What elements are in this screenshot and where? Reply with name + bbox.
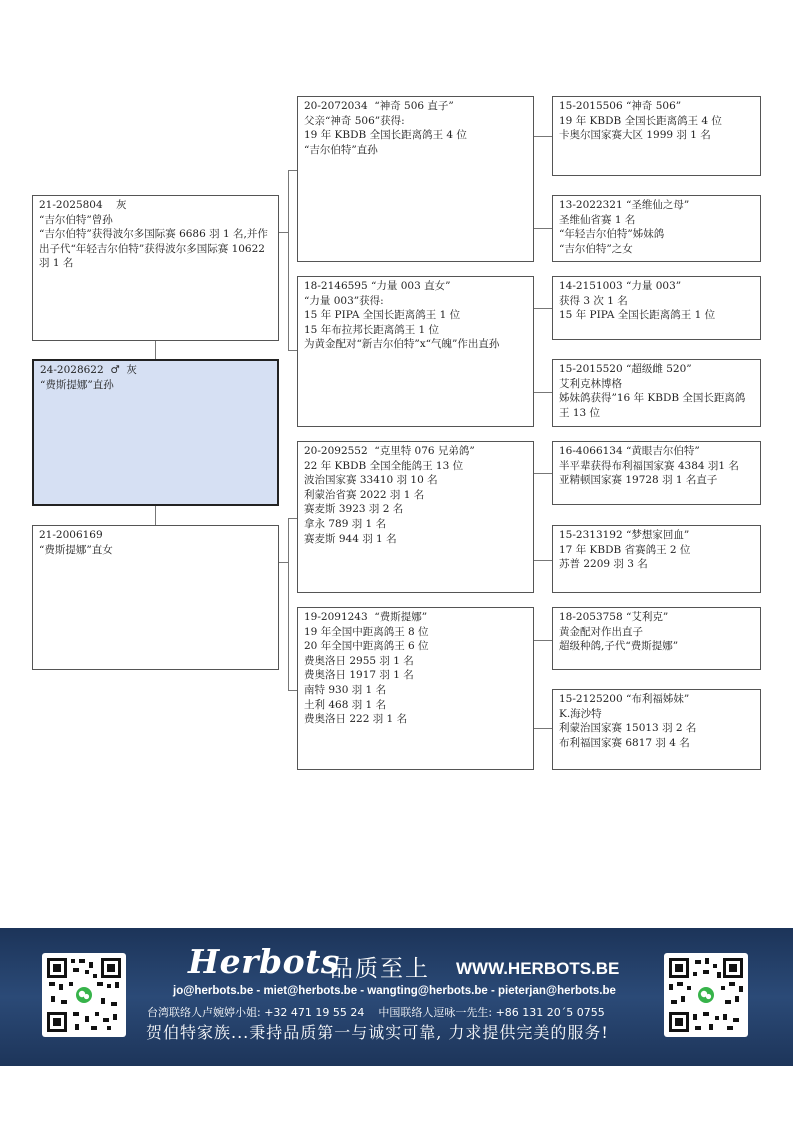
card-line: 拿永 789 羽 1 名 [304,517,387,530]
footer-slogan: 贺伯特家族...秉持品质第一与诚实可靠, 力求提供完美的服务! [146,1023,609,1042]
card-line: 19 年 KBDB 全国长距离鸽王 4 位 [304,129,467,142]
connector-line [533,228,552,229]
connector-line [533,392,552,393]
card-line: 21-2025804 灰 [39,199,127,211]
dam-dam-card [297,607,534,770]
card-line: 16-4066134 “黄眼吉尔伯特” [559,445,700,457]
gen4-card [552,525,761,593]
gen4-card [552,195,761,262]
card-line: 利蒙治省赛 2022 羽 1 名 [304,488,425,501]
card-line: “费斯提娜”直孙 [40,378,114,391]
qr-code-right[interactable] [664,953,748,1037]
card-line: 14-2151003 “力量 003” [559,280,682,292]
card-line: 获得 3 次 1 名 [559,294,628,307]
connector-line [533,136,552,137]
card-line: 24-2028622 ♂ 灰 [40,364,137,376]
card-line: 赛麦斯 3923 羽 2 名 [304,503,404,516]
card-line: 20-2092552 “克里特 076 兄弟鸽” [304,445,475,457]
card-line: 18-2053758 “艾利克” [559,611,669,623]
card-line: “吉尔伯特”之女 [559,242,633,255]
email-list[interactable]: jo@herbots.be - miet@herbots.be - wangting@herbots.be - pieterjan@herbots.be [173,985,616,997]
card-line: 18-2146595 “力量 003 直女” [304,280,451,292]
card-line: 超级种鸽,子代“费斯提娜” [559,640,679,653]
connector-line [288,518,289,690]
card-line: 圣维仙省赛 1 名 [559,213,636,226]
gen4-card [552,96,761,176]
connector-line [533,560,552,561]
card-line: 艾利克林博格 [559,377,622,390]
card-line: 半平辈获得布利福国家赛 4384 羽1 名 [559,459,739,472]
card-line: 15 年 PIPA 全国长距离鸽王 1 位 [559,309,716,322]
card-line: 波治国家赛 33410 羽 10 名 [304,474,438,487]
sire-dam-card [297,276,534,427]
sire-sire-card [297,96,534,262]
card-line: 赛麦斯 944 羽 1 名 [304,532,397,545]
card-line: 卡奥尔国家赛大区 1999 羽 1 名 [559,129,711,142]
card-line: 20-2072034 “神奇 506 直子” [304,100,454,112]
gen4-card [552,607,761,670]
card-line: “吉尔伯特”获得波尔多国际赛 6686 羽 1 名,并作出子代“年轻吉尔伯特”获得波尔多国际赛 10622 羽 1 名 [39,228,269,270]
contact-phones: 台湾联络人卢婉婷小姐: +32 471 19 55 24 中国联络人逗咏一先生: +86 131 20´5 0755 [147,1006,605,1019]
brand-logo: Herbots [188,942,340,981]
card-line: 19 年 KBDB 全国长距离鸽王 4 位 [559,114,722,127]
card-line: 布利福国家赛 6817 羽 4 名 [559,736,690,749]
card-line: “年轻吉尔伯特”姊妹鸽 [559,228,665,241]
gen4-card [552,276,761,340]
connector-line [533,728,552,729]
connector-line [533,308,552,309]
card-line: 费奥洛日 222 羽 1 名 [304,713,408,726]
subject-card [32,359,279,506]
card-line: 利蒙治国家赛 15013 羽 2 名 [559,722,697,735]
connector-line [278,562,288,563]
card-line: 19 年全国中距离鸽王 8 位 [304,625,429,638]
card-line: 15-2313192 “梦想家回血” [559,529,690,541]
wechat-qr-icon [667,956,745,1034]
sire-card [32,195,279,341]
card-line: 苏普 2209 羽 3 名 [559,558,648,571]
card-line: 亚精顿国家赛 19728 羽 1 名直子 [559,474,718,487]
card-line: 15-2125200 “布利福姊妹” [559,693,690,705]
gen4-card [552,359,761,427]
card-line: 父亲“神奇 506”获得: [304,114,405,127]
card-line: 15 年 PIPA 全国长距离鸽王 1 位 [304,309,461,322]
card-line: 17 年 KBDB 省赛鸽王 2 位 [559,543,691,556]
connector-line [533,473,552,474]
connector-line [155,505,156,525]
card-line: 21-2006169 [39,529,103,541]
card-line: 黄金配对作出直子 [559,625,643,638]
gen4-card [552,441,761,505]
card-line: “吉尔伯特”曾孙 [39,213,113,226]
card-line: “力量 003”获得: [304,294,384,307]
card-line: “费斯提娜”直女 [39,543,113,556]
wechat-qr-icon [45,956,123,1034]
card-line: 南特 930 羽 1 名 [304,683,387,696]
card-line: K.海沙特 [559,707,602,720]
connector-line [288,170,289,350]
card-line: 15-2015520 “超级雌 520” [559,363,692,375]
website-link[interactable]: WWW.HERBOTS.BE [456,959,620,978]
card-line: 姊妹鸽获得”16 年 KBDB 全国长距离鸽王 13 位 [559,392,746,419]
connector-line [155,340,156,360]
card-line: 土利 468 羽 1 名 [304,698,387,711]
gen4-card [552,689,761,770]
card-line: 22 年 KBDB 全国全能鸽王 13 位 [304,459,464,472]
brand-tagline: 品质至上 [330,956,430,982]
card-line: 15 年布拉邦长距离鸽王 1 位 [304,323,440,336]
dam-sire-card [297,441,534,593]
card-line: 13-2022321 “圣维仙之母” [559,199,690,211]
card-line: “吉尔伯特”直孙 [304,143,378,156]
card-line: 15-2015506 “神奇 506” [559,100,682,112]
card-line: 19-2091243 “费斯提娜” [304,611,428,623]
card-line: 费奥洛日 1917 羽 1 名 [304,669,414,682]
card-line: 费奥洛日 2955 羽 1 名 [304,654,414,667]
connector-line [278,232,288,233]
connector-line [533,640,552,641]
dam-card [32,525,279,670]
qr-code-left[interactable] [42,953,126,1037]
card-line: 20 年全国中距离鸽王 6 位 [304,640,429,653]
card-line: 为黄金配对“新吉尔伯特”x“气魄”作出直孙 [304,338,500,351]
